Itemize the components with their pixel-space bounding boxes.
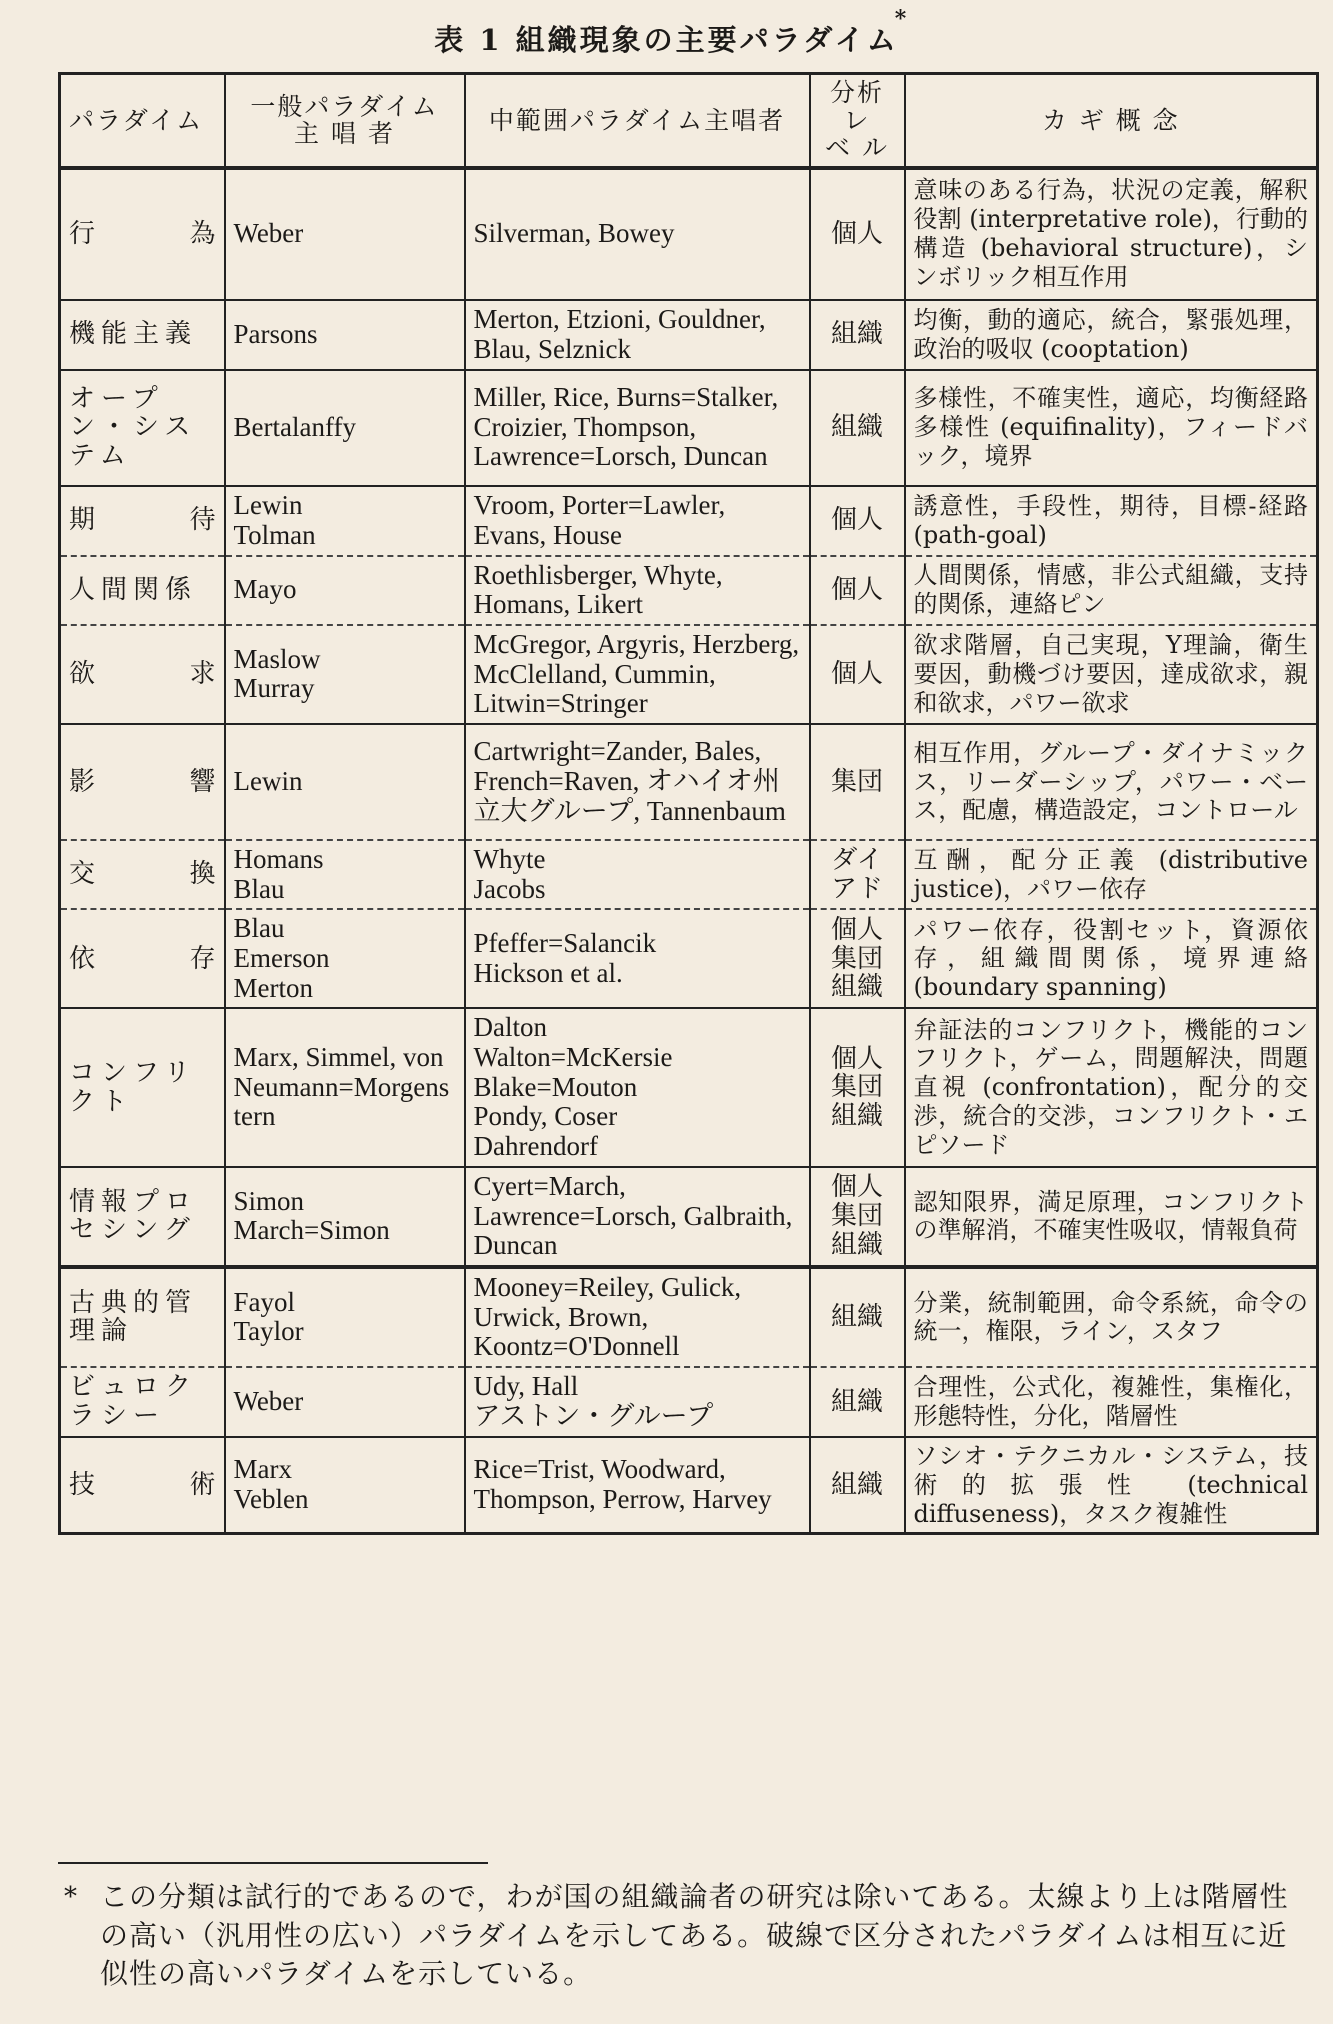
cell-key-concepts: 多様性，不確実性，適応，均衡経路多様性 (equifinality)，フィードバック，境界 xyxy=(905,370,1318,486)
cell-general-proponents xyxy=(225,300,465,370)
cell-paradigm xyxy=(60,370,225,486)
paradigm-char: 期 xyxy=(69,505,96,536)
cell-paradigm xyxy=(60,724,225,840)
cell-general-proponents xyxy=(225,1437,465,1534)
cell-general-proponents xyxy=(225,625,465,724)
table-row xyxy=(60,1008,1318,1166)
cell-key-concepts: ソシオ・テクニカル・システム，技術的拡張性 (technical diffuseness)，タスク複雑性 xyxy=(905,1437,1318,1534)
cell-general-proponents xyxy=(225,1008,465,1166)
table-row xyxy=(60,1367,1318,1437)
cell-analysis-level-line: 組織 xyxy=(830,412,883,443)
footnote-mark: * xyxy=(64,1882,78,1912)
cell-analysis-level-line: 組織 xyxy=(830,1302,883,1333)
cell-middle-range-proponents xyxy=(465,556,810,625)
cell-middle-range-proponents-line: Dahrendorf xyxy=(473,1131,598,1162)
cell-analysis-level-line: 組織 xyxy=(830,319,883,350)
cell-paradigm xyxy=(60,168,225,300)
paradigm-label: コンフリクト xyxy=(69,1058,196,1117)
cell-middle-range-proponents xyxy=(465,168,810,300)
table-row xyxy=(60,1167,1318,1267)
cell-general-proponents-line: Marx, Simmel, von Neumann=Morgenstern xyxy=(233,1042,450,1132)
cell-analysis-level xyxy=(810,556,905,625)
cell-analysis-level xyxy=(810,625,905,724)
paradigm-char: 交 xyxy=(69,859,96,890)
cell-general-proponents-line: Veblen xyxy=(233,1484,309,1515)
cell-middle-range-proponents-line: Silverman, Bowey xyxy=(473,218,675,249)
paradigm-label xyxy=(69,768,216,797)
cell-analysis-level xyxy=(810,300,905,370)
cell-middle-range-proponents-line: Roethlisberger, Whyte, Homans, Likert xyxy=(473,559,723,620)
table-row xyxy=(60,1437,1318,1534)
cell-general-proponents xyxy=(225,1367,465,1437)
cell-analysis-level xyxy=(810,1437,905,1534)
cell-general-proponents xyxy=(225,1267,465,1367)
cell-key-concepts: 均衡，動的適応，統合，緊張処理，政治的吸収 (cooptation) xyxy=(905,300,1318,370)
cell-general-proponents xyxy=(225,370,465,486)
table-row xyxy=(60,300,1318,370)
footnote-text: この分類は試行的であるので，わが国の組織論者の研究は除いてある。太線より上は階層性の高い（汎用性の広い）パラダイムを示してある。破線で区分されたパラダイムは相互に近似性の高いパラダイムを示している。 xyxy=(100,1880,1289,1991)
table-row xyxy=(60,486,1318,556)
cell-general-proponents xyxy=(225,486,465,556)
cell-analysis-level-line: 集団 xyxy=(830,766,883,797)
paradigm-char: 響 xyxy=(189,766,216,797)
header-paradigm: パラダイム xyxy=(60,74,225,168)
paradigm-label xyxy=(69,506,216,535)
paradigm-char: 換 xyxy=(189,859,216,890)
cell-analysis-level xyxy=(810,168,905,300)
paradigm-char: 術 xyxy=(189,1469,216,1500)
paradigm-label xyxy=(69,660,216,689)
cell-analysis-level xyxy=(810,909,905,1008)
cell-key-concepts: 意味のある行為，状況の定義，解釈役割 (interpretative role)，行動的構造 (behavioral structure)，シンボリック相互作用 xyxy=(905,168,1318,300)
cell-middle-range-proponents xyxy=(465,724,810,840)
cell-middle-range-proponents xyxy=(465,1267,810,1367)
table-row xyxy=(60,840,1318,909)
cell-paradigm xyxy=(60,300,225,370)
cell-paradigm xyxy=(60,1008,225,1166)
cell-key-concepts: 弁証法的コンフリクト，機能的コンフリクト，ゲーム，問題解決，問題直視 (confrontation)，配分的交渉，統合的交渉，コンフリクト・エピソード xyxy=(905,1008,1318,1166)
cell-general-proponents-line: Fayol xyxy=(233,1286,296,1317)
cell-key-concepts: 欲求階層，自己実現，Y理論，衛生要因，動機づけ要因，達成欲求，親和欲求，パワー欲求 xyxy=(905,625,1318,724)
cell-analysis-level-line: 個人 xyxy=(830,1043,883,1074)
paradigm-char: 存 xyxy=(189,943,216,974)
cell-analysis-level-line: 個人 xyxy=(830,659,883,690)
cell-analysis-level xyxy=(810,724,905,840)
cell-general-proponents-line: Murray xyxy=(233,673,315,704)
cell-middle-range-proponents xyxy=(465,1367,810,1437)
cell-analysis-level xyxy=(810,1167,905,1267)
paradigm-char: 為 xyxy=(189,218,216,249)
paradigm-label: 機能主義 xyxy=(69,319,198,350)
paradigm-label: 古典的管理論 xyxy=(69,1287,198,1347)
cell-general-proponents-line: Blau xyxy=(233,873,285,904)
cell-middle-range-proponents xyxy=(465,486,810,556)
cell-key-concepts: 人間関係，情感，非公式組織，支持的関係，連絡ピン xyxy=(905,556,1318,625)
cell-analysis-level xyxy=(810,1008,905,1166)
cell-general-proponents-line: Emerson xyxy=(233,943,330,973)
cell-general-proponents-line: Maslow xyxy=(233,643,321,674)
cell-middle-range-proponents-line: Hickson et al. xyxy=(473,957,623,988)
header-level-line-2: ベ ル xyxy=(825,133,889,162)
cell-analysis-level-line: 組織 xyxy=(830,972,883,1003)
paradigm-char: 影 xyxy=(69,766,96,797)
cell-analysis-level-line: 組織 xyxy=(830,1100,883,1131)
cell-paradigm xyxy=(60,1367,225,1437)
table-row xyxy=(60,1267,1318,1367)
table-body xyxy=(60,168,1318,1534)
cell-analysis-level-line: ダイ xyxy=(831,845,883,876)
cell-general-proponents-line: Tolman xyxy=(233,519,316,550)
cell-middle-range-proponents xyxy=(465,909,810,1008)
table-title-text: 表 1 組織現象の主要パラダイム xyxy=(434,23,899,57)
cell-analysis-level-line: 個人 xyxy=(830,914,883,945)
cell-analysis-level-line: 個人 xyxy=(830,1172,883,1203)
cell-middle-range-proponents-line: Udy, Hall xyxy=(473,1371,579,1402)
cell-general-proponents xyxy=(225,556,465,625)
paradigm-table-container xyxy=(58,72,1316,1535)
cell-key-concepts: 認知限界，満足原理，コンフリクトの準解消，不確実性吸収，情報負荷 xyxy=(905,1167,1318,1267)
cell-general-proponents-line: Lewin xyxy=(233,766,303,797)
cell-general-proponents-line: Marx xyxy=(233,1454,292,1485)
paradigm-table xyxy=(58,72,1319,1535)
cell-paradigm xyxy=(60,625,225,724)
cell-middle-range-proponents xyxy=(465,840,810,909)
cell-middle-range-proponents-line: Vroom, Porter=Lawler, Evans, House xyxy=(473,489,726,550)
cell-analysis-level-line: 組織 xyxy=(830,1229,883,1260)
cell-paradigm xyxy=(60,909,225,1008)
cell-general-proponents xyxy=(225,724,465,840)
cell-middle-range-proponents-line: Jacobs xyxy=(473,873,546,904)
cell-general-proponents-line: Merton xyxy=(233,972,313,1003)
cell-analysis-level xyxy=(810,1267,905,1367)
cell-middle-range-proponents xyxy=(465,300,810,370)
cell-middle-range-proponents-line: Merton, Etzioni, Gouldner, Blau, Selznick xyxy=(473,303,766,364)
cell-general-proponents-line: Weber xyxy=(233,218,304,249)
cell-general-proponents xyxy=(225,1167,465,1267)
header-general-line-2: 主 唱 者 xyxy=(294,119,395,149)
cell-middle-range-proponents xyxy=(465,1437,810,1534)
cell-middle-range-proponents-line: Whyte xyxy=(473,843,546,874)
paradigm-char: 求 xyxy=(189,659,216,690)
cell-middle-range-proponents-line: Miller, Rice, Burns=Stalker, Croizier, Thompson, Lawrence=Lorsch, Duncan xyxy=(473,381,779,472)
cell-middle-range-proponents xyxy=(465,625,810,724)
cell-analysis-level xyxy=(810,370,905,486)
cell-analysis-level-line: 集団 xyxy=(830,943,883,974)
cell-middle-range-proponents-line: McGregor, Argyris, Herzberg, McClelland, Cummin, Litwin=Stringer xyxy=(473,628,800,719)
paradigm-label xyxy=(69,1471,216,1500)
cell-paradigm xyxy=(60,1437,225,1534)
paradigm-char: 欲 xyxy=(69,659,96,690)
footnote xyxy=(64,1878,1294,1994)
cell-key-concepts: パワー依存，役割セット，資源依存，組織間関係，境界連絡 (boundary spanning) xyxy=(905,909,1318,1008)
cell-key-concepts: 分業，統制範囲，命令系統，命令の統一，権限，ライン，スタフ xyxy=(905,1267,1318,1367)
cell-paradigm xyxy=(60,486,225,556)
paradigm-label: 人間関係 xyxy=(69,574,198,605)
cell-analysis-level-line: 集団 xyxy=(830,1072,883,1103)
table-row xyxy=(60,168,1318,300)
cell-general-proponents xyxy=(225,840,465,909)
header-key-concepts: カ ギ 概 念 xyxy=(905,74,1318,168)
cell-middle-range-proponents-line: Rice=Trist, Woodward, Thompson, Perrow, Harvey xyxy=(473,1454,772,1515)
paradigm-label: ビュロクラシー xyxy=(69,1372,198,1431)
cell-middle-range-proponents-line: Blake=Mouton xyxy=(473,1071,638,1102)
cell-analysis-level xyxy=(810,486,905,556)
table-header-row xyxy=(60,74,1318,168)
cell-general-proponents-line: Mayo xyxy=(233,574,297,605)
cell-general-proponents-line: Blau xyxy=(233,913,285,944)
cell-analysis-level-line: 個人 xyxy=(830,574,883,605)
cell-middle-range-proponents xyxy=(465,1008,810,1166)
cell-middle-range-proponents-line: Pfeffer=Salancik xyxy=(473,928,657,959)
cell-middle-range-proponents-line: Mooney=Reiley, Gulick, Urwick, Brown, Koontz=O'Donnell xyxy=(473,1271,742,1362)
paradigm-label xyxy=(69,945,216,974)
cell-general-proponents xyxy=(225,909,465,1008)
table-row xyxy=(60,370,1318,486)
paradigm-char: 行 xyxy=(69,218,96,249)
cell-analysis-level-line: アド xyxy=(830,873,883,904)
cell-general-proponents-line: March=Simon xyxy=(233,1215,390,1246)
cell-middle-range-proponents xyxy=(465,370,810,486)
table-title xyxy=(0,6,1333,59)
header-level-line-1: 分析レ xyxy=(829,78,884,135)
cell-analysis-level-line: 組織 xyxy=(830,1469,883,1500)
cell-analysis-level-line: 個人 xyxy=(830,505,883,536)
cell-general-proponents-line: Simon xyxy=(233,1185,305,1216)
cell-middle-range-proponents-line: Cyert=March, Lawrence=Lorsch, Galbraith, Duncan xyxy=(473,1170,793,1261)
cell-general-proponents-line: Taylor xyxy=(233,1316,304,1347)
cell-general-proponents-line: Lewin xyxy=(233,489,303,520)
cell-analysis-level-line: 集団 xyxy=(830,1201,883,1232)
paradigm-label: 情報プロセシング xyxy=(69,1186,198,1246)
header-general-proponents xyxy=(225,74,465,168)
paradigm-char: 依 xyxy=(69,943,96,974)
header-general-line-1: 一般パラダイム xyxy=(250,91,439,121)
cell-key-concepts: 相互作用，グループ・ダイナミックス，リーダーシップ，パワー・ベース，配慮，構造設定，コントロール xyxy=(905,724,1318,840)
cell-general-proponents xyxy=(225,168,465,300)
cell-key-concepts: 合理性，公式化，複雑性，集権化，形態特性，分化，階層性 xyxy=(905,1367,1318,1437)
cell-middle-range-proponents-line: Dalton xyxy=(473,1012,547,1043)
cell-middle-range-proponents xyxy=(465,1167,810,1267)
cell-analysis-level-line: 組織 xyxy=(830,1386,883,1417)
cell-middle-range-proponents-line: アストン・グループ xyxy=(473,1400,714,1431)
cell-analysis-level-line: 個人 xyxy=(830,218,883,249)
title-footnote-mark: * xyxy=(894,6,910,32)
cell-middle-range-proponents-line: Walton=McKersie xyxy=(473,1042,673,1073)
cell-analysis-level xyxy=(810,840,905,909)
header-analysis-level xyxy=(810,74,905,168)
cell-middle-range-proponents-line: Pondy, Coser xyxy=(473,1101,618,1132)
cell-analysis-level xyxy=(810,1367,905,1437)
cell-general-proponents-line: Parsons xyxy=(233,318,318,349)
table-row xyxy=(60,724,1318,840)
cell-paradigm xyxy=(60,840,225,909)
header-middle-range-proponents: 中範囲パラダイム主唱者 xyxy=(465,74,810,168)
cell-middle-range-proponents-line: Cartwright=Zander, Bales, French=Raven, オハイオ州立大グループ, Tannenbaum xyxy=(473,736,786,826)
cell-paradigm xyxy=(60,1267,225,1367)
cell-general-proponents-line: Weber xyxy=(233,1386,304,1417)
paradigm-label xyxy=(69,860,216,889)
paradigm-label xyxy=(69,220,216,249)
table-row xyxy=(60,556,1318,625)
footnote-divider xyxy=(58,1862,488,1864)
table-row xyxy=(60,909,1318,1008)
cell-paradigm xyxy=(60,1167,225,1267)
cell-key-concepts: 誘意性，手段性，期待，目標-経路 (path-goal) xyxy=(905,486,1318,556)
cell-general-proponents-line: Bertalanffy xyxy=(233,411,356,442)
paradigm-char: 技 xyxy=(69,1469,96,1500)
cell-key-concepts: 互酬，配分正義 (distributive justice)，パワー依存 xyxy=(905,840,1318,909)
paradigm-label: オープン・システム xyxy=(69,383,197,471)
table-row xyxy=(60,625,1318,724)
cell-paradigm xyxy=(60,556,225,625)
paradigm-char: 待 xyxy=(189,505,216,536)
cell-general-proponents-line: Homans xyxy=(233,843,324,874)
